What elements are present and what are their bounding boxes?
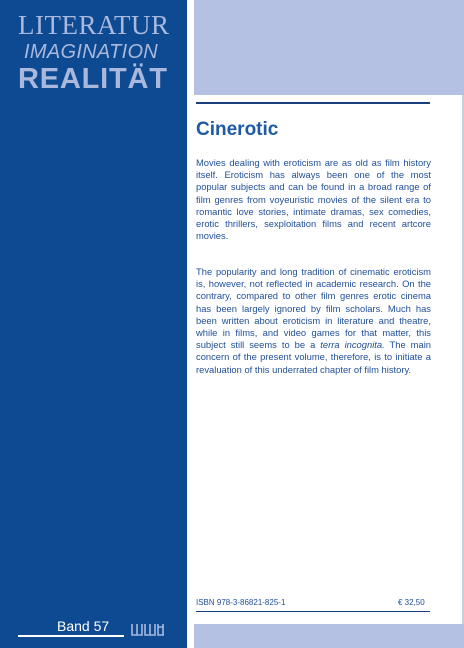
price: € 32,50 <box>398 598 425 607</box>
cover-left-panel <box>0 0 187 648</box>
top-color-block <box>194 0 464 95</box>
bottom-color-block <box>194 624 464 648</box>
cover-divider <box>187 0 193 648</box>
series-title-line3: REALITÄT <box>18 63 168 95</box>
title-rule <box>196 102 430 104</box>
blurb-p2-italic: terra incognita. <box>320 339 385 351</box>
series-title <box>18 10 186 94</box>
series-title-line2: IMAGINATION <box>24 41 159 63</box>
publisher-logo <box>131 621 171 639</box>
series-title-line1: LITERATUR <box>18 10 170 40</box>
book-title: Cinerotic <box>196 119 279 140</box>
bottom-rule <box>196 611 430 612</box>
blurb-p2-start: The popularity and long tradition of cinematic eroticism is, however, not reflected in academic research. On the contrary, compared to other film genres erotic cinema has been largely ignored by film scholars. Much has been written about eroticism in literature and theatre, while in films, and video games for that matter, this subject still seems to be a <box>196 266 431 351</box>
volume-underline <box>18 635 124 637</box>
blurb-paragraph-2 <box>196 266 431 376</box>
volume-label: Band 57 <box>57 618 110 634</box>
isbn: ISBN 978-3-86821-825-1 <box>196 598 286 607</box>
blurb-paragraph-1: Movies dealing with eroticism are as old as film history itself. Eroticism has always been one of the most popular subjects and can be found in a broad range of film genres from voyeuristic movies of the silent era to romantic love stories, intimate dramas, sex comedies, erotic thrillers, sexploitation films and recent artcore movies. <box>196 157 431 242</box>
blurb-p2-end: The main concern of the present volume, therefore, is to initiate a revaluation of this underrated chapter of film history. <box>196 339 431 375</box>
